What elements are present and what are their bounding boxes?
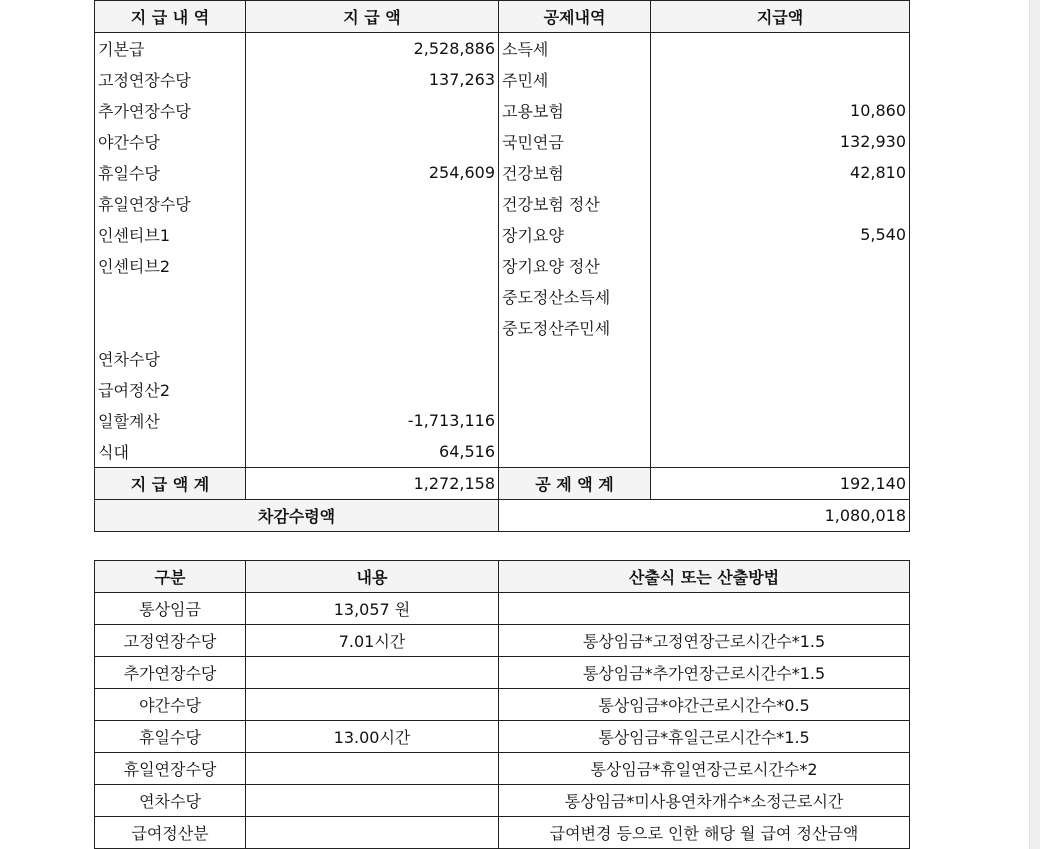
net-pay-value: 1,080,018 xyxy=(499,500,910,532)
earning-item: 휴일수당 xyxy=(95,157,246,188)
calc-category: 휴일수당 xyxy=(95,721,246,753)
pay-row xyxy=(95,157,910,188)
calculation-method-table xyxy=(94,560,910,849)
earning-amount xyxy=(246,95,499,126)
deduction-amount xyxy=(651,343,910,374)
header-content: 내용 xyxy=(246,561,499,593)
calc-category: 고정연장수당 xyxy=(95,625,246,657)
calc-content xyxy=(246,657,499,689)
earning-amount: 64,516 xyxy=(246,436,499,468)
total-pay-value: 1,272,158 xyxy=(246,468,499,500)
earning-item: 식대 xyxy=(95,436,246,468)
calc-category: 야간수당 xyxy=(95,689,246,721)
header-earnings-amount: 지 급 액 xyxy=(246,1,499,33)
page-edge xyxy=(1029,0,1040,849)
header-deductions: 공제내역 xyxy=(499,1,651,33)
pay-row xyxy=(95,64,910,95)
earning-item: 급여정산2 xyxy=(95,374,246,405)
calc-content xyxy=(246,817,499,849)
pay-row xyxy=(95,33,910,65)
pay-row xyxy=(95,250,910,281)
header-category: 구분 xyxy=(95,561,246,593)
calc-formula: 통상임금*야간근로시간수*0.5 xyxy=(499,689,910,721)
pay-row xyxy=(95,374,910,405)
pay-row xyxy=(95,95,910,126)
pay-row xyxy=(95,343,910,374)
calc-category: 통상임금 xyxy=(95,593,246,625)
deduction-item xyxy=(499,343,651,374)
earning-item: 휴일연장수당 xyxy=(95,188,246,219)
deduction-amount xyxy=(651,188,910,219)
header-formula: 산출식 또는 산출방법 xyxy=(499,561,910,593)
pay-header-row xyxy=(95,1,910,33)
earning-amount xyxy=(246,312,499,343)
calc-formula: 통상임금*고정연장근로시간수*1.5 xyxy=(499,625,910,657)
deduction-amount xyxy=(651,64,910,95)
calc-content: 13,057 원 xyxy=(246,593,499,625)
calc-row xyxy=(95,593,910,625)
deduction-item: 건강보험 정산 xyxy=(499,188,651,219)
calc-formula: 급여변경 등으로 인한 해당 월 급여 정산금액 xyxy=(499,817,910,849)
pay-total-row xyxy=(95,468,910,500)
calc-formula: 통상임금*미사용연차개수*소정근로시간 xyxy=(499,785,910,817)
earning-amount xyxy=(246,188,499,219)
deduction-item: 중도정산소득세 xyxy=(499,281,651,312)
earning-amount xyxy=(246,126,499,157)
calc-row xyxy=(95,753,910,785)
calc-content: 7.01시간 xyxy=(246,625,499,657)
earning-item: 야간수당 xyxy=(95,126,246,157)
pay-row xyxy=(95,436,910,468)
deduction-item: 장기요양 xyxy=(499,219,651,250)
earning-amount: -1,713,116 xyxy=(246,405,499,436)
deduction-item: 소득세 xyxy=(499,33,651,65)
deduction-amount xyxy=(651,405,910,436)
calc-formula: 통상임금*휴일근로시간수*1.5 xyxy=(499,721,910,753)
total-deduction-label: 공 제 액 계 xyxy=(499,468,651,500)
net-pay-label: 차감수령액 xyxy=(95,500,499,532)
calc-row xyxy=(95,657,910,689)
deduction-item: 중도정산주민세 xyxy=(499,312,651,343)
earning-item: 일할계산 xyxy=(95,405,246,436)
earning-item xyxy=(95,312,246,343)
pay-row xyxy=(95,405,910,436)
deduction-item: 국민연금 xyxy=(499,126,651,157)
header-earnings: 지 급 내 역 xyxy=(95,1,246,33)
pay-row xyxy=(95,126,910,157)
deduction-amount: 5,540 xyxy=(651,219,910,250)
calc-formula: 통상임금*추가연장근로시간수*1.5 xyxy=(499,657,910,689)
pay-row xyxy=(95,281,910,312)
earning-amount: 2,528,886 xyxy=(246,33,499,65)
calc-category: 연차수당 xyxy=(95,785,246,817)
deduction-amount xyxy=(651,250,910,281)
calc-category: 추가연장수당 xyxy=(95,657,246,689)
earning-item: 인센티브1 xyxy=(95,219,246,250)
deduction-amount xyxy=(651,374,910,405)
earning-amount xyxy=(246,250,499,281)
deduction-item: 건강보험 xyxy=(499,157,651,188)
deduction-amount: 10,860 xyxy=(651,95,910,126)
calc-content xyxy=(246,785,499,817)
deduction-amount: 132,930 xyxy=(651,126,910,157)
pay-row xyxy=(95,312,910,343)
earning-amount xyxy=(246,219,499,250)
deduction-amount xyxy=(651,281,910,312)
deduction-amount xyxy=(651,312,910,343)
pay-statement-table xyxy=(94,0,910,532)
earning-item xyxy=(95,281,246,312)
deduction-item xyxy=(499,436,651,468)
deduction-amount: 42,810 xyxy=(651,157,910,188)
calc-content: 13.00시간 xyxy=(246,721,499,753)
calc-row xyxy=(95,625,910,657)
header-deductions-amount: 지급액 xyxy=(651,1,910,33)
deduction-item xyxy=(499,405,651,436)
net-pay-row xyxy=(95,500,910,532)
deduction-item: 고용보험 xyxy=(499,95,651,126)
earning-amount: 254,609 xyxy=(246,157,499,188)
calc-content xyxy=(246,689,499,721)
earning-item: 인센티브2 xyxy=(95,250,246,281)
earning-amount: 137,263 xyxy=(246,64,499,95)
deduction-amount xyxy=(651,33,910,65)
earning-item: 기본급 xyxy=(95,33,246,65)
calc-row xyxy=(95,785,910,817)
calc-header-row xyxy=(95,561,910,593)
deduction-amount xyxy=(651,436,910,468)
calc-category: 급여정산분 xyxy=(95,817,246,849)
pay-row xyxy=(95,219,910,250)
calc-formula: 통상임금*휴일연장근로시간수*2 xyxy=(499,753,910,785)
calc-row xyxy=(95,689,910,721)
earning-amount xyxy=(246,374,499,405)
deduction-item: 주민세 xyxy=(499,64,651,95)
calc-category: 휴일연장수당 xyxy=(95,753,246,785)
pay-row xyxy=(95,188,910,219)
earning-item: 고정연장수당 xyxy=(95,64,246,95)
calc-row xyxy=(95,817,910,849)
earning-item: 추가연장수당 xyxy=(95,95,246,126)
earning-item: 연차수당 xyxy=(95,343,246,374)
earning-amount xyxy=(246,281,499,312)
total-pay-label: 지 급 액 계 xyxy=(95,468,246,500)
deduction-item xyxy=(499,374,651,405)
calc-content xyxy=(246,753,499,785)
calc-row xyxy=(95,721,910,753)
earning-amount xyxy=(246,343,499,374)
total-deduction-value: 192,140 xyxy=(651,468,910,500)
deduction-item: 장기요양 정산 xyxy=(499,250,651,281)
calc-formula xyxy=(499,593,910,625)
